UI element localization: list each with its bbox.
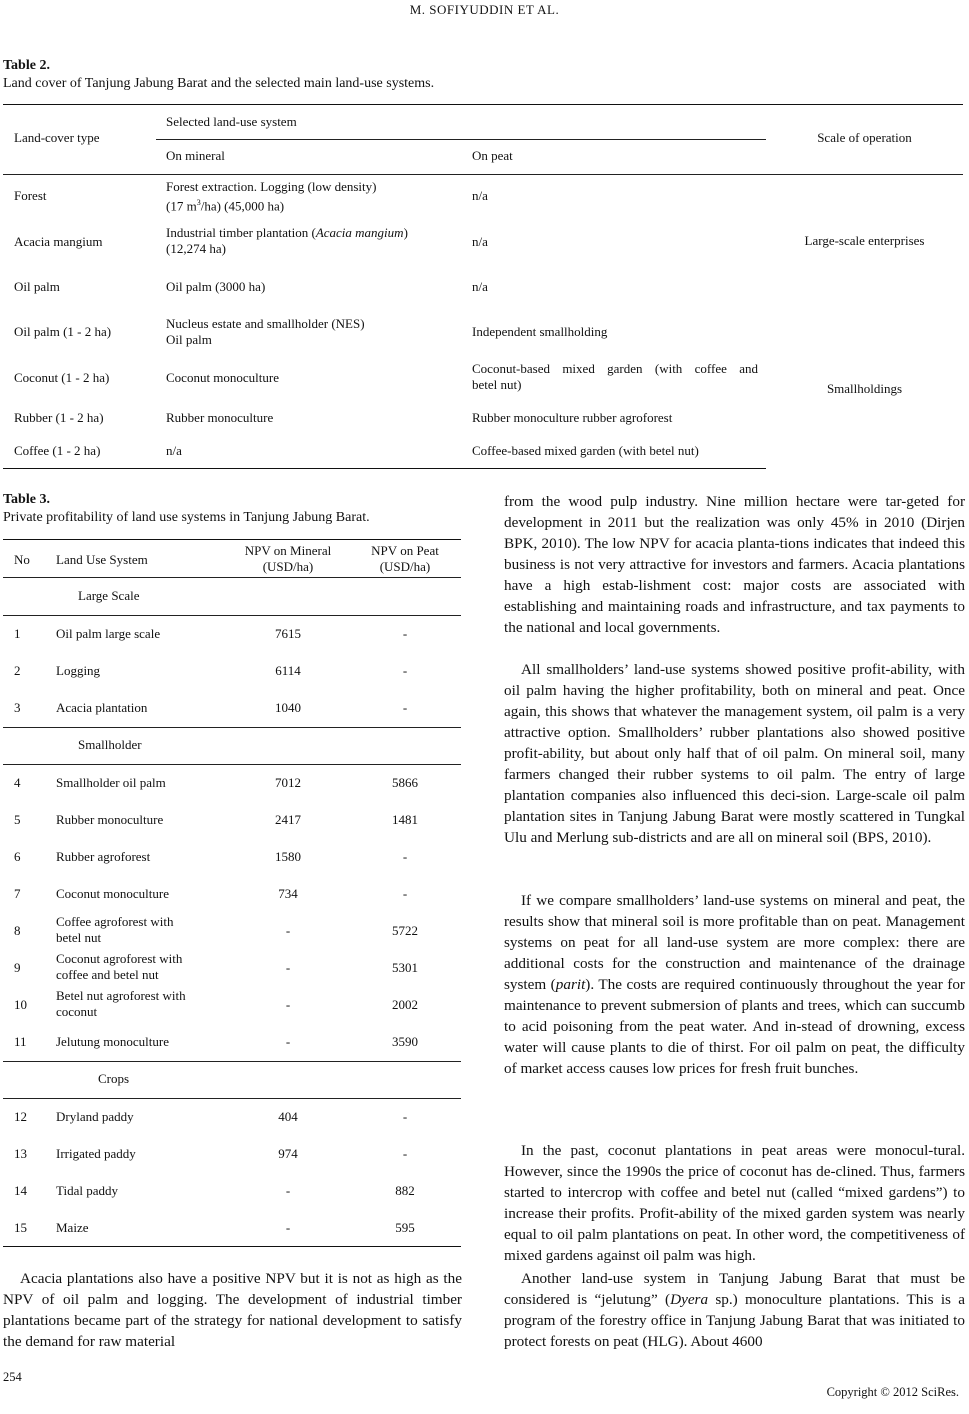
t3-cell-no: 13 (14, 1146, 27, 1161)
t3-group-large-rule (3, 615, 461, 616)
t3-cell-peat: 5866 (392, 775, 418, 790)
t3-cell-peat: 5301 (392, 960, 418, 975)
table-2-title: Table 2. (3, 58, 50, 73)
table-3-top-rule (3, 539, 461, 540)
t3-cell-mineral: 404 (278, 1109, 298, 1124)
t2-row-rubber-type: Rubber (1 - 2 ha) (14, 410, 104, 425)
table-3-caption: Private profitability of land use systems in Tanjung Jabung Barat. (3, 510, 370, 525)
t3-group-small-rule (3, 764, 461, 765)
t2-row-coffee-peat: Coffee-based mixed garden (with betel nut) (472, 443, 699, 458)
t3-cell-no: 14 (14, 1183, 27, 1198)
t3-cell-mineral: 6114 (275, 663, 301, 678)
t3-cell-peat: - (402, 626, 408, 641)
t3-cell-no: 8 (14, 923, 21, 938)
t3-cell-peat: 882 (395, 1183, 415, 1198)
t2-row-coffee-mineral: n/a (166, 443, 182, 458)
t3-cell-mineral: - (285, 997, 291, 1012)
t3-cell-mineral: - (285, 1220, 291, 1235)
t3-cell-mineral: - (285, 960, 291, 975)
t2-row-acacia-type: Acacia mangium (14, 234, 103, 249)
t3-cell-no: 5 (14, 812, 21, 827)
table-3-header-rule (3, 577, 461, 578)
table-2-header-rule (3, 174, 963, 175)
t3-cell-system: Irrigated paddy (56, 1146, 136, 1161)
t3-cell-mineral: 1580 (275, 849, 301, 864)
t2-header-selected: Selected land-use system (166, 114, 297, 129)
t3-cell-no: 9 (14, 960, 21, 975)
t3-cell-peat: 5722 (392, 923, 418, 938)
t2-row-rubber-peat: Rubber monoculture rubber agroforest (472, 410, 673, 425)
t2-row-coconut-mineral: Coconut monoculture (166, 370, 280, 385)
t3-group-large: Large Scale (78, 588, 140, 603)
table-2-top-rule (3, 104, 963, 105)
t3-cell-system: Dryland paddy (56, 1109, 134, 1124)
t3-cell-no: 2 (14, 663, 21, 678)
t2-row-oilpalm-small-type: Oil palm (1 - 2 ha) (14, 324, 112, 339)
table-2-bottom-rule (3, 468, 766, 469)
t3-cell-peat: - (402, 1109, 408, 1124)
t2-row-coconut-peat: Coconut-based mixed garden (with coffee and betel nut) (472, 361, 758, 392)
t2-row-acacia-peat: n/a (472, 234, 488, 249)
t2-row-oilpalm-small-peat: Independent smallholding (472, 324, 608, 339)
t2-header-land-cover: Land-cover type (14, 130, 100, 145)
t3-cell-no: 7 (14, 886, 21, 901)
t3-cell-system: Coffee agroforest with betel nut (56, 914, 174, 945)
t3-cell-peat: 3590 (392, 1034, 418, 1049)
t3-group-small: Smallholder (78, 737, 142, 752)
t3-cell-mineral: 974 (278, 1146, 298, 1161)
right-paragraph-1: from the wood pulp industry. Nine million hectare were tar-geted for development in 2011 but the realization was only 45% in 2010 (Dirjen BPK, 2010). The low NPV for acacia planta-tions indicates that indeed this business is not very attractive for investors and farmers. Acacia plantations have a high estab-lishment cost: major costs are associated with establishing and maintaining roads and infrastructure, and tax payments to the national and local governments. (504, 493, 965, 636)
right-paragraph-4: In the past, coconut plantations in peat areas were monocul-tural. However, since the 1990s the price of coconut has de-clined. Thus, farmers started to intercrop with coffee and betel nut (called “mixed gardens”) to increase their profits. Profit-ability of the mixed garden system was nearly equal to oil palm plantations on peat. In other word, the competitiveness of mixed gardens against oil palm was high. (504, 1142, 965, 1264)
t3-cell-mineral: 2417 (275, 812, 301, 827)
running-head: M. SOFIYUDDIN ET AL. (409, 2, 560, 17)
t3-cell-mineral: 7615 (275, 626, 301, 641)
right-paragraph-3: If we compare smallholders’ land-use systems on mineral and peat, the results show that mineral soil is more profitable than on peat. Management systems on peat for all land-use system are more complex: there are additional costs for the construction and maintenance of the drainage system (parit). The costs are required continuously throughout the year for maintenance to prevent submersion of plants and trees, which can succumb to acid poisoning from the peat water. And in-stead of drowning, excess water will cause plants to die of thirst. For oil palm on peat, the difficulty of market access causes low prices for fresh fruit bunches. (504, 892, 965, 1077)
t3-group-crops-rule (3, 1098, 461, 1099)
t3-group-crops: Crops (98, 1071, 130, 1086)
t2-header-on-peat: On peat (472, 148, 513, 163)
t3-cell-system: Oil palm large scale (56, 626, 161, 641)
t2-header-scale: Scale of operation (817, 130, 912, 145)
t3-cell-mineral: - (285, 1034, 291, 1049)
t3-cell-no: 12 (14, 1109, 27, 1124)
t3-cell-peat: - (402, 886, 408, 901)
t2-row-forest-mineral: Forest extraction. Logging (low density) (17 $m^3/ha$) (45,000 ha) (166, 179, 377, 214)
t2-row-oilpalm-type: Oil palm (14, 279, 60, 294)
t3-cell-peat: - (402, 700, 408, 715)
t3-cell-no: 10 (14, 997, 27, 1012)
t3-header-system: Land Use System (56, 552, 148, 567)
t3-cell-system: Rubber agroforest (56, 849, 151, 864)
t3-cell-peat: - (402, 849, 408, 864)
t2-row-oilpalm-peat: n/a (472, 279, 488, 294)
t3-header-npv-mineral: NPV on Mineral (USD/ha) (244, 543, 332, 574)
t3-cell-system: Jelutung monoculture (56, 1034, 170, 1049)
t3-group-crops-top-rule (3, 1061, 461, 1062)
t2-row-coffee-type: Coffee (1 - 2 ha) (14, 443, 101, 458)
t3-cell-no: 15 (14, 1220, 27, 1235)
t2-row-oilpalm-small-mineral: Nucleus estate and smallholder (NES) Oil palm (166, 316, 365, 347)
t3-cell-peat: 2002 (392, 997, 418, 1012)
t2-row-acacia-mineral: Industrial timber plantation (Acacia mangium) (12,274 ha) (166, 225, 408, 256)
t3-cell-peat: 595 (395, 1220, 415, 1235)
table-3-title: Table 3. (3, 492, 50, 507)
t3-cell-no: 11 (14, 1034, 27, 1049)
t3-cell-peat: - (402, 1146, 408, 1161)
t2-row-oilpalm-mineral: Oil palm (3000 ha) (166, 279, 266, 294)
left-body-paragraph: Acacia plantations also have a positive NPV but it is not as high as the NPV of oil palm and logging. The development of industrial timber plantations became part of the strategy for national development to satisfy the demand for raw material (3, 1270, 462, 1350)
t3-cell-mineral: 734 (278, 886, 298, 901)
table-2-header-subrule (156, 139, 766, 140)
t2-scale-small: Smallholdings (826, 381, 903, 396)
t3-cell-system: Tidal paddy (56, 1183, 118, 1198)
t2-row-forest-peat: n/a (472, 188, 488, 203)
t3-cell-mineral: - (285, 1183, 291, 1198)
t3-cell-mineral: 7012 (275, 775, 301, 790)
t3-group-small-top-rule (3, 727, 461, 728)
t3-cell-system: Coconut monoculture (56, 886, 170, 901)
copyright: Copyright © 2012 SciRes. (826, 1385, 959, 1399)
t3-cell-system: Coconut agroforest with coffee and betel nut (56, 951, 183, 982)
t3-cell-system: Rubber monoculture (56, 812, 164, 827)
t3-cell-no: 6 (14, 849, 21, 864)
t3-cell-system: Logging (56, 663, 101, 678)
t2-header-on-mineral: On mineral (166, 148, 225, 163)
page-number: 254 (3, 1370, 22, 1384)
right-paragraph-5: Another land-use system in Tanjung Jabung Barat that must be considered is “jelutung” (Dyera sp.) monoculture plantations. This is a program of the forestry office in Tanjung Jabung Barat that was initiated to protect forests on peat (HLG). About 4600 (504, 1270, 965, 1350)
t3-cell-mineral: - (285, 923, 291, 938)
t3-cell-no: 1 (14, 626, 21, 641)
t3-header-npv-peat: NPV on Peat (USD/ha) (371, 543, 439, 574)
t3-header-no: No (14, 552, 30, 567)
t3-cell-system: Acacia plantation (56, 700, 148, 715)
table-2-caption: Land cover of Tanjung Jabung Barat and the selected main land-use systems. (3, 76, 435, 91)
right-paragraph-2: All smallholders’ land-use systems showed positive profit-ability, with oil palm having the higher profitability, both on mineral and peat. Once again, this shows that whatever the management system, oil palm is a very attractive option. Smallholders’ rubber plantations also showed positive profit-ability, but about only half that of oil palm. On mineral soil, many farmers changed their rubber systems to oil palm. The entry of large plantation companies also influenced this deci-sion. Large-scale oil palm plantation sites in Tanjung Jabung Barat were mostly scattered in Tungkal Ulu and Merlung sub-districts and are all on mineral soil (BPS, 2010). (504, 661, 965, 846)
t2-row-coconut-type: Coconut (1 - 2 ha) (14, 370, 110, 385)
t3-cell-system: Maize (56, 1220, 89, 1235)
t3-cell-system: Betel nut agroforest with coconut (56, 988, 186, 1019)
t3-cell-no: 3 (14, 700, 21, 715)
t3-cell-system: Smallholder oil palm (56, 775, 166, 790)
t3-cell-peat: 1481 (392, 812, 418, 827)
t3-cell-mineral: 1040 (275, 700, 301, 715)
t2-scale-large: Large-scale enterprises (804, 233, 925, 248)
t2-row-forest-type: Forest (14, 188, 47, 203)
t3-cell-no: 4 (14, 775, 21, 790)
t2-row-rubber-mineral: Rubber monoculture (166, 410, 274, 425)
table-3-bottom-rule (3, 1246, 461, 1247)
t3-cell-peat: - (402, 663, 408, 678)
